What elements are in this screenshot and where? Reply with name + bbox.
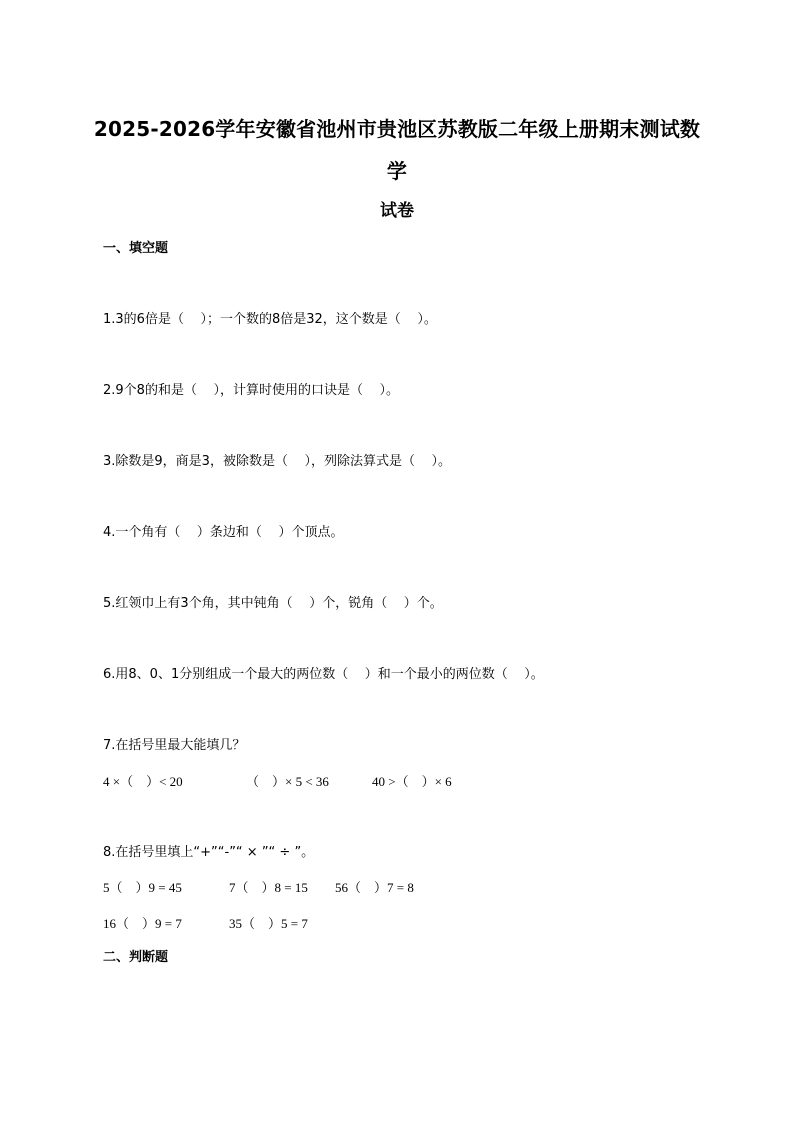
question-1: 1.3的6倍是（ ）；一个数的8倍是32，这个数是（ ）。	[103, 312, 437, 327]
question-2: 2.9个8的和是（ ），计算时使用的口诀是（ ）。	[103, 383, 400, 398]
q8-expression-2: 7（ ）8 = 15	[229, 880, 308, 895]
question-5: 5.红领巾上有3个角，其中钝角（ ）个，锐角（ ）个。	[103, 596, 443, 611]
q7-expression-1: 4 ×（ ）< 20	[103, 774, 183, 789]
question-7: 7.在括号里最大能填几？	[103, 738, 246, 753]
section-heading-fill-in: 一、填空题	[103, 241, 169, 256]
document-title-line-2: 学	[386, 159, 408, 183]
question-4: 4.一个角有（ ）条边和（ ）个顶点。	[103, 525, 344, 540]
q8-expression-5: 35（ ）5 = 7	[229, 916, 308, 931]
q8-expression-1: 5（ ）9 = 45	[103, 880, 182, 895]
q7-expression-3: 40 >（ ）× 6	[372, 774, 452, 789]
document-subtitle: 试卷	[380, 201, 414, 221]
question-3: 3.除数是9，商是3，被除数是（ ），列除法算式是（ ）。	[103, 454, 452, 469]
q8-expression-3: 56（ ）7 = 8	[335, 880, 414, 895]
section-heading-true-false: 二、判断题	[103, 950, 169, 965]
document-title-line-1: 2025-2026学年安徽省池州市贵池区苏教版二年级上册期末测试数	[93, 117, 701, 141]
question-6: 6.用8、0、1分别组成一个最大的两位数（ ）和一个最小的两位数（ ）。	[103, 667, 544, 682]
q7-expression-2: （ ）× 5 < 36	[246, 774, 329, 789]
question-8: 8.在括号里填上“+”“-”“ × ”“ ÷ ”。	[103, 845, 315, 860]
q8-expression-4: 16（ ）9 = 7	[103, 916, 182, 931]
